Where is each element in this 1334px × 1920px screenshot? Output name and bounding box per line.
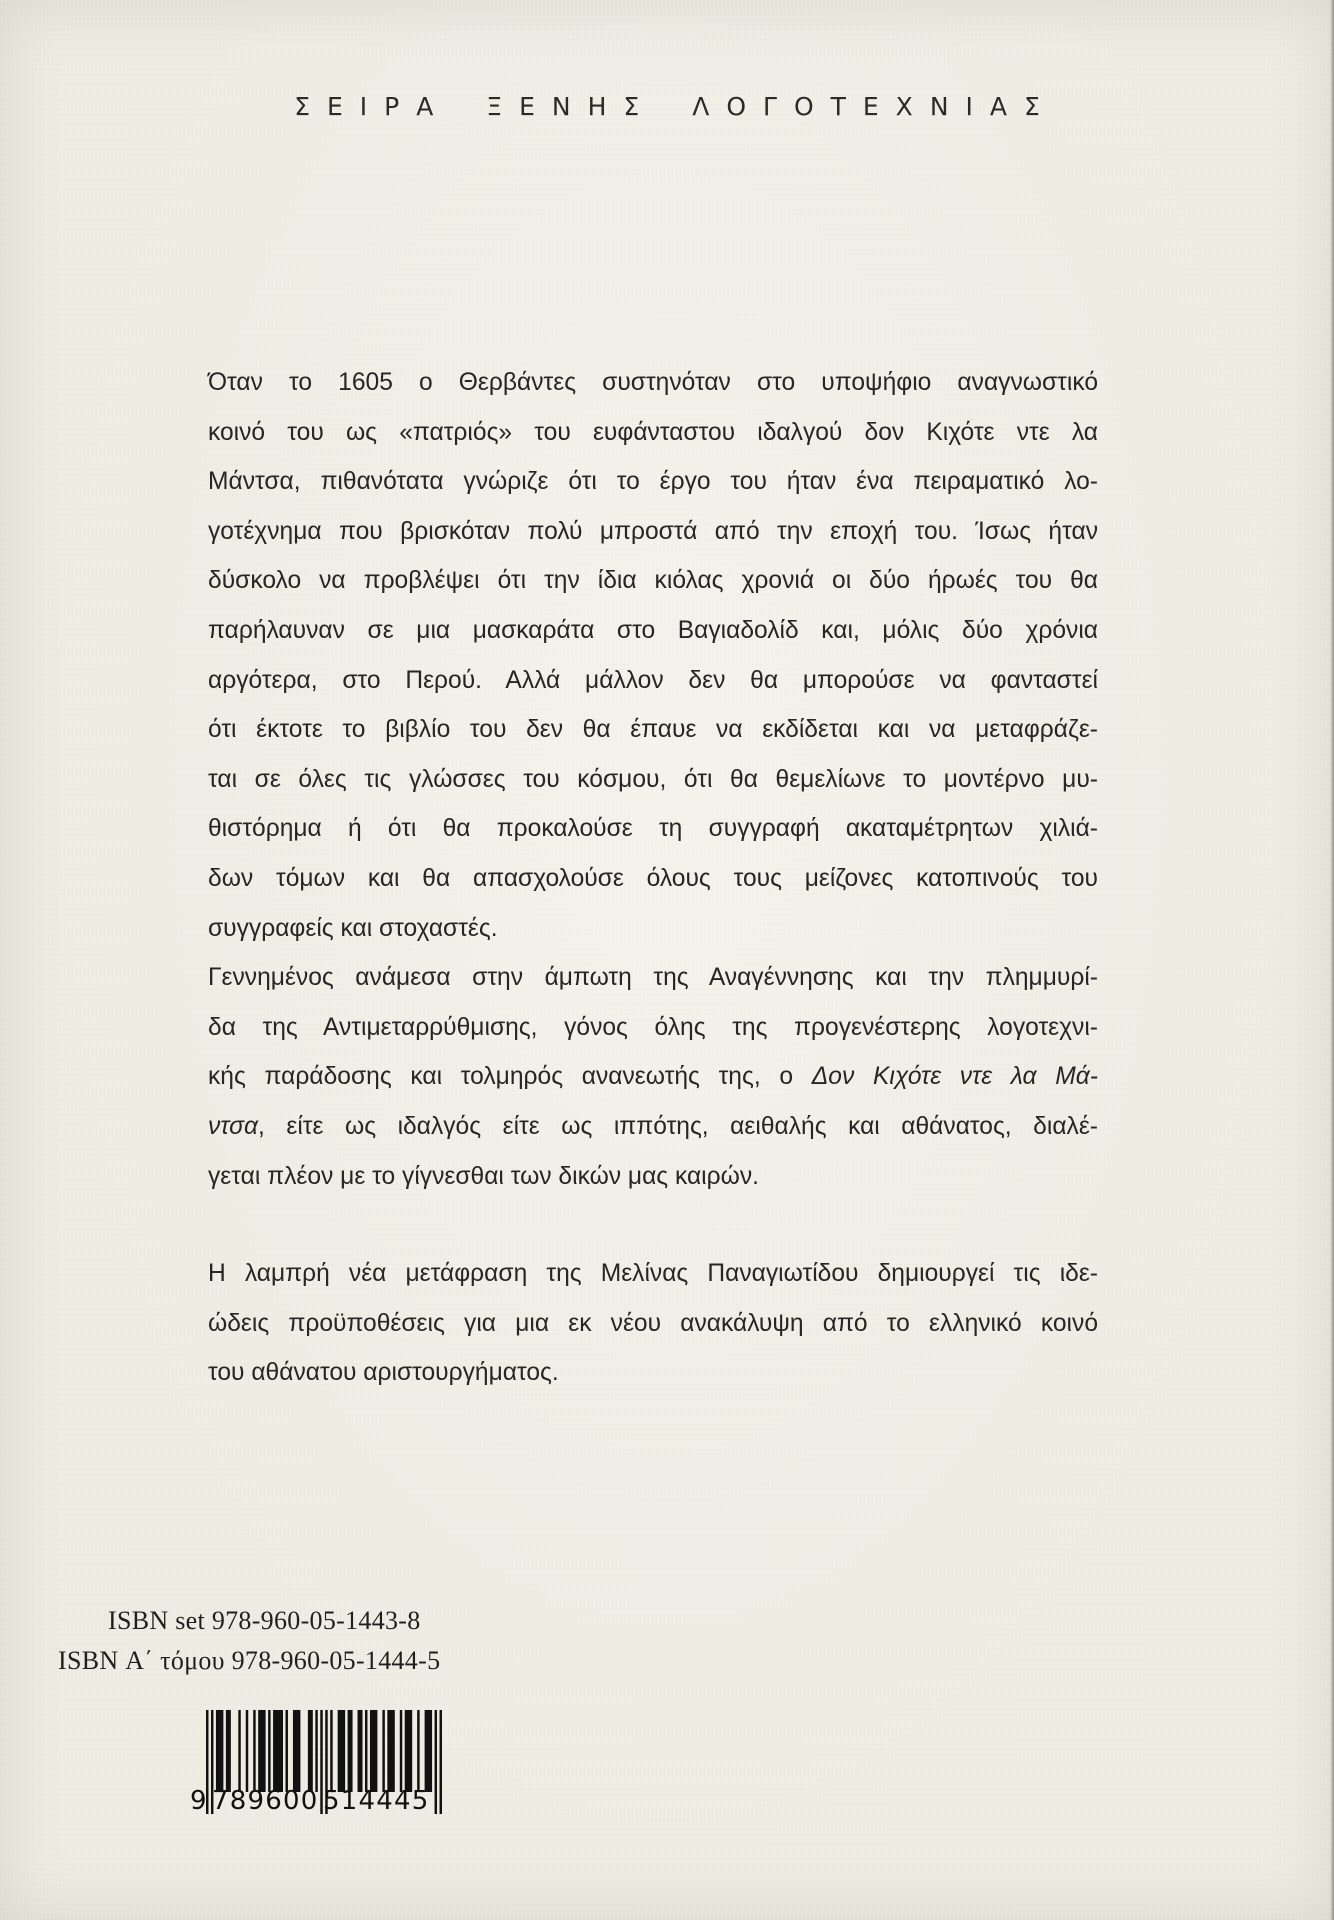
text-line: ται σε όλες τις γλώσσες του κόσμου, ότι θα θεμελίωνε το μοντέρνο μυ- — [208, 765, 1098, 793]
barcode-bar — [268, 1710, 270, 1792]
barcode-bar — [370, 1710, 377, 1792]
barcode-bar — [273, 1710, 283, 1792]
barcode-bar — [285, 1710, 287, 1792]
blurb-paragraph-1 — [208, 358, 1098, 953]
barcode-bar — [308, 1710, 313, 1792]
text-line: δα της Αντιμεταρρύθμισης, γόνος όλης της προγενέστερης λογοτεχνι- — [208, 1013, 1098, 1041]
text-line: Μάντσα, πιθανότατα γνώριζε ότι το έργο του ήταν ένα πειραματικό λο- — [208, 468, 1098, 496]
text-line: γεται πλέον με το γίγνεσθαι των δικών μας καιρών. — [208, 1162, 759, 1190]
barcode-bar — [365, 1710, 367, 1792]
barcode-bar — [258, 1710, 265, 1792]
text-line: του αθάνατου αριστουργήματος. — [208, 1359, 559, 1387]
barcode-bar — [400, 1710, 402, 1792]
barcode-bar — [348, 1710, 353, 1792]
barcode-bar — [440, 1710, 442, 1814]
text-line: γοτέχνημα που βρισκόταν πολύ μπροστά από την εποχή του. Ίσως ήταν — [208, 517, 1098, 545]
text-line: δων τόμων και θα απασχολούσε όλους τους μείζονες κατοπινούς του — [208, 864, 1098, 892]
barcode-bar — [338, 1710, 345, 1792]
barcode-bar — [387, 1710, 394, 1792]
barcode-bar — [246, 1710, 248, 1792]
barcode-bar — [238, 1710, 240, 1792]
text-line: παρήλαυναν σε μια μασκαράτα στο Βαγιαδολίδ και, μόλις δύο χρόνια — [208, 616, 1098, 644]
barcode-bar — [216, 1710, 223, 1792]
book-title-italic: Δον Κιχότε ντε λα Μά- — [811, 1063, 1098, 1091]
barcode-bar — [293, 1710, 300, 1792]
text-line: ότι έκτοτε το βιβλίο του δεν θα έπαυε να εκδίδεται και να μεταφράζε- — [208, 716, 1098, 744]
text-line — [208, 1052, 1098, 1102]
barcode-digit-group-1: 789600 — [212, 1786, 319, 1816]
text-line: δύσκολο να προβλέψει ότι την ίδια κιόλας χρονιά οι δύο ήρωές του θα — [208, 567, 1098, 595]
text-line: ώδεις προϋποθέσεις για μια εκ νέου ανακάλυψη από το ελληνικό κοινό — [208, 1309, 1098, 1337]
text-line — [208, 1102, 1098, 1152]
barcode-bar — [435, 1710, 437, 1814]
text-line: Η λαμπρή νέα μετάφραση της Μελίνας Παναγιωτίδου δημιουργεί τις ιδε- — [208, 1260, 1098, 1288]
text-line: Όταν το 1605 ο Θερβάντες συστηνόταν στο υποψήφιο αναγνωστικό — [208, 369, 1098, 396]
blurb-text — [208, 358, 1098, 1398]
isbn-set: ISBN set 978-960-05-1443-8 — [108, 1606, 421, 1635]
text-line: θιστόρημα ή ότι θα προκαλούσε τη συγγραφή ακαταμέτρητων χιλιά- — [208, 815, 1098, 843]
text-line: κοινό του ως «πατριός» του ευφάνταστου ιδαλγού δον Κιχότε ντε λα — [208, 418, 1098, 446]
barcode-bar — [405, 1710, 412, 1792]
barcode-bar — [425, 1710, 432, 1792]
text-line: αργότερα, στο Περού. Αλλά μάλλον δεν θα μπορούσε να φανταστεί — [208, 666, 1098, 694]
text-segment: κής παράδοσης και τολμηρός ανανεωτής της, ο — [208, 1063, 812, 1091]
series-title — [0, 92, 1334, 121]
barcode-digit-group-2: 514445 — [323, 1786, 430, 1816]
barcode-bar — [226, 1710, 231, 1792]
barcode-bar — [417, 1710, 419, 1792]
blurb-paragraph-2 — [208, 953, 1098, 1201]
barcode-bar — [358, 1710, 363, 1792]
barcode-bar — [382, 1710, 384, 1792]
barcode-digit-first: 9 — [190, 1786, 207, 1816]
text-segment: , είτε ως ιδαλγός είτε ως ιππότης, αειθαλής και αθάνατος, διαλέ- — [258, 1112, 1098, 1140]
isbn-volume: ISBN Α΄ τόμου 978-960-05-1444-5 — [58, 1646, 441, 1675]
text-line: συγγραφείς και στοχαστές. — [208, 914, 498, 942]
blurb-paragraph-3 — [208, 1249, 1098, 1398]
series-word-2: ΞΕΝΗΣ — [486, 92, 657, 121]
barcode-bar — [315, 1710, 317, 1792]
barcode-bar — [253, 1710, 255, 1792]
text-line: Γεννημένος ανάμεσα στην άμπωτη της Αναγέννησης και την πλημμυρί- — [208, 964, 1098, 992]
barcode-bar — [330, 1710, 332, 1792]
series-word-3: ΛΟΓΟΤΕΧΝΙΑΣ — [692, 92, 1057, 121]
series-word-1: ΣΕΙΡΑ — [294, 92, 451, 121]
book-title-italic: ντσα — [208, 1112, 259, 1140]
